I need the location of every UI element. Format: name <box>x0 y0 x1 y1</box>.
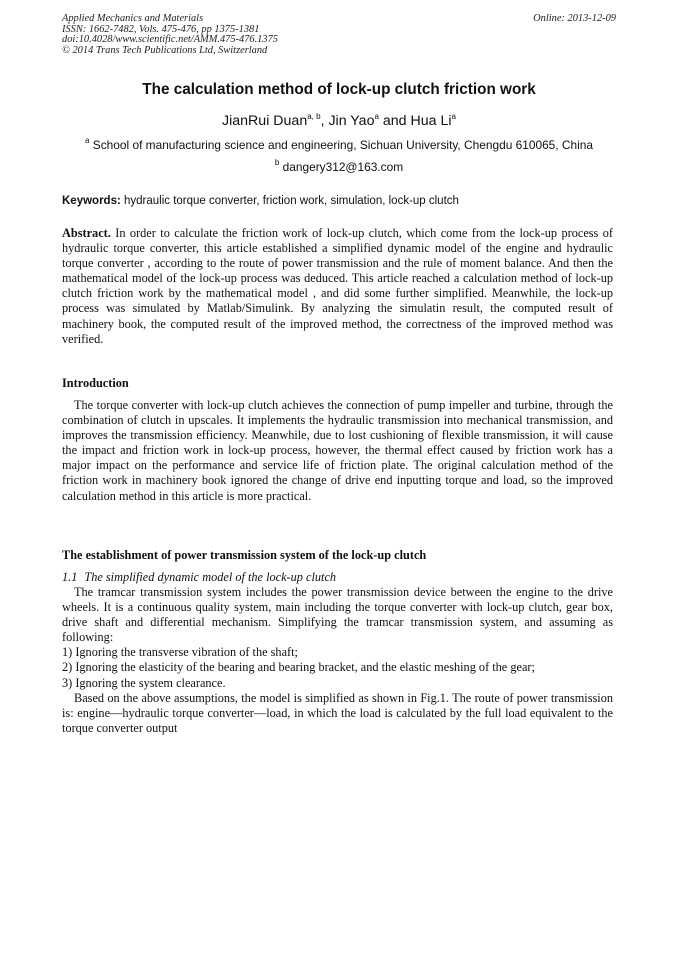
email-sup: b <box>274 158 280 167</box>
establishment-body <box>62 585 613 736</box>
introduction-paragraph: The torque converter with lock-up clutch achieves the connection of pump impeller and turbine, through the combination of clutch in upscales. It implements the hydraulic transmission into mechanical transmission, and improves the transmission efficiency. Meanwhile, due to lost cushioning of flexible transmission, it will cause the impact and friction work in lock-up process, however, the thermal effect caused by friction work has a major impact on the performance and service life of friction plate. The original calculation method of the friction work in machinery book ignored the change of drive end inputting torque and load, so the improved calculation method in this article is more practical. <box>62 398 613 503</box>
subsection-title: The simplified dynamic model of the lock-up clutch <box>84 570 337 584</box>
author-name: Jin Yao <box>328 113 375 129</box>
subsection-number: 1.1 <box>62 570 78 584</box>
subsection-heading <box>62 570 336 585</box>
copyright-line: © 2014 Trans Tech Publications Ltd, Switzerland <box>62 44 268 56</box>
keywords-label: Keywords: <box>62 195 121 207</box>
author-affil-sup: a, b <box>307 112 321 121</box>
keywords <box>62 195 622 207</box>
abstract-label: Abstract. <box>62 226 111 240</box>
doi-line[interactable]: doi:10.4028/www.scientific.net/AMM.475-476.1375 <box>62 34 278 45</box>
section-heading-establishment: The establishment of power transmission system of the lock-up clutch <box>62 548 427 562</box>
assumption-item: 3) Ignoring the system clearance. <box>62 675 226 690</box>
author-name: Hua Li <box>410 113 452 129</box>
keywords-text: hydraulic torque converter, friction work, simulation, lock-up clutch <box>124 195 459 207</box>
journal-header <box>62 14 278 56</box>
author-separator: , <box>320 113 329 129</box>
author-affil-sup: a <box>374 112 379 121</box>
abstract <box>62 226 613 347</box>
paper-title: The calculation method of lock-up clutch friction work <box>142 81 536 98</box>
assumption-item: 2) Ignoring the elasticity of the bearing and bearing bracket, and the elastic meshing of the gear; <box>62 660 535 675</box>
affiliation-text: School of manufacturing science and engineering, Sichuan University, Chengdu 610065, China <box>92 138 593 152</box>
author-list <box>0 113 678 129</box>
journal-name: Applied Mechanics and Materials <box>62 13 204 24</box>
closing-paragraph: Based on the above assumptions, the model is simplified as shown in Fig.1. The route of power transmission is: engine—hydraulic torque converter—load, in which the load is calculated by the full load equivalent to the torque converter output <box>62 690 613 735</box>
establishment-paragraph: The tramcar transmission system includes the power transmission device between the engine to the drive wheels. It is a continuous quality system, main including the torque converter with lock-up clutch, gear box, drive shaft and differential mechanism. Simplifying the tramcar transmission system, and assuming as following: <box>62 585 613 645</box>
affiliation <box>0 138 678 152</box>
affiliation-sup: a <box>85 136 90 145</box>
assumption-item: 1) Ignoring the transverse vibration of the shaft; <box>62 645 298 660</box>
author-affil-sup: a <box>451 112 456 121</box>
email-address[interactable]: dangery312@163.com <box>282 160 404 174</box>
author-name: JianRui Duan <box>222 113 308 129</box>
online-date: Online: 2013-12-09 <box>533 13 616 24</box>
issn-line: ISSN: 1662-7482, Vols. 475-476, pp 1375-1381 <box>62 23 260 35</box>
contact-email <box>0 160 678 174</box>
abstract-text: In order to calculate the friction work of lock-up clutch, which come from the lock-up process of hydraulic torque converter, this article established a simplified dynamic model of the engine and hydraulic torque converter , according to the route of power transmission and the rule of moment balance. And then the mathematical model of the lock-up process was deduced. This article reached a calculation method of lock-up clutch friction work by the mathematical model , and did some further simplified. Meanwhile, the lock-up process was simulated by Matlab/Simulink. By analyzing the simulatin result, the computed result of machinery book, the computed result of the improved method, the correctness of the improved method was verified. <box>62 226 613 346</box>
section-heading-introduction: Introduction <box>62 376 129 390</box>
author-separator: and <box>378 113 411 129</box>
